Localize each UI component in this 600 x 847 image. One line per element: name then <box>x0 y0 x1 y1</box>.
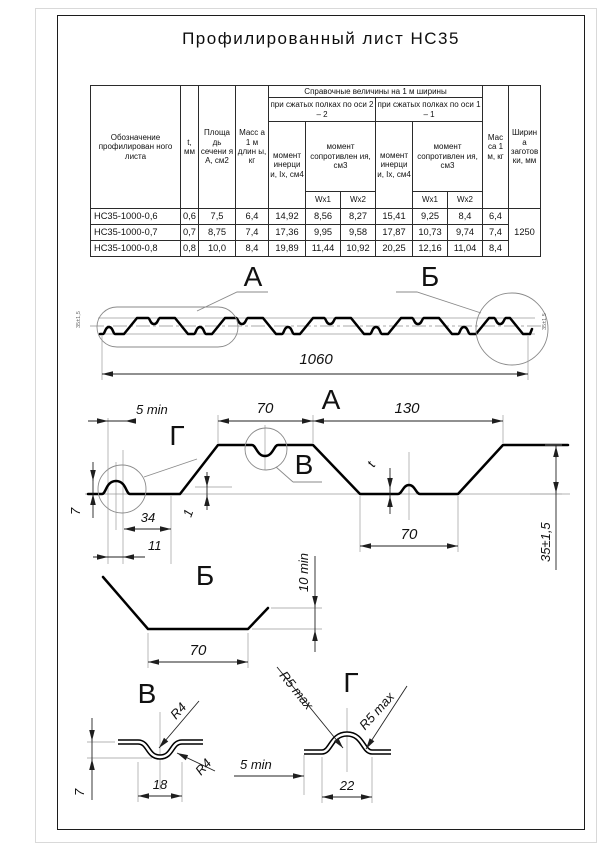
cell: 0,7 <box>181 225 199 241</box>
col-designation: Обозначение профилирован ного листа <box>91 86 181 209</box>
cell: 0,6 <box>181 209 199 225</box>
cell: 10,0 <box>199 241 236 257</box>
detail-g-lip-dim: 5 min <box>240 757 272 772</box>
cell: 8,75 <box>199 225 236 241</box>
callout-b-label: Б <box>420 261 440 292</box>
cell: 6,4 <box>236 209 269 225</box>
cell: 7,4 <box>236 225 269 241</box>
cell: 17,87 <box>376 225 413 241</box>
table-row <box>91 225 541 241</box>
radius-r4-top: R4 <box>167 699 190 723</box>
bottom-flange-dim: 70 <box>400 526 418 543</box>
cell: 20,25 <box>376 241 413 257</box>
tiny-height-dim-right: 35±1,5 <box>542 313 548 330</box>
cell: 8,4 <box>236 241 269 257</box>
tiny-height-dim-left: 35±1,5 <box>76 311 82 328</box>
callout-a-label: А <box>243 261 263 292</box>
cell: 11,44 <box>306 241 341 257</box>
detail-b-edge-dim: 10 min <box>296 552 311 592</box>
radius-r4-bottom: R4 <box>192 755 215 779</box>
dim-11: 11 <box>148 538 162 553</box>
col-resist-1-1: момент сопротивлен ия, см3 <box>413 122 483 192</box>
height-dim: 35±1,5 <box>538 522 553 562</box>
dim-34: 34 <box>140 510 156 525</box>
groove-width-dim: 18 <box>152 777 168 792</box>
cell: 8,4 <box>483 241 509 257</box>
table-row <box>91 241 541 257</box>
header-ref-values: Справочные величины на 1 м ширины <box>269 86 483 98</box>
cell: 10,92 <box>341 241 376 257</box>
groove-depth-dim: 7 <box>72 788 87 796</box>
cell: 11,04 <box>448 241 483 257</box>
dim-1: 1 <box>179 507 197 520</box>
cell: 9,25 <box>413 209 448 225</box>
col-mass: Масс а 1 м длин ы, кг <box>236 86 269 209</box>
cell: 10,73 <box>413 225 448 241</box>
col-inertia-1-1: момент инерци и, Ix, см4 <box>376 122 413 209</box>
detail-b-title: Б <box>195 560 215 591</box>
col-blank-width: Ширина заготов ки, мм <box>509 86 541 209</box>
col-area: Площа дь сечени я А, см2 <box>199 86 236 209</box>
pitch-dim: 130 <box>394 400 420 417</box>
cell: 8,27 <box>341 209 376 225</box>
cell: 8,56 <box>306 209 341 225</box>
callout-v-label: В <box>294 449 314 480</box>
cell: 0,8 <box>181 241 199 257</box>
cell: НС35-1000-0,6 <box>91 209 181 225</box>
col-inertia-2-2: момент инерци и, Ix, см4 <box>269 122 306 209</box>
cell: 9,74 <box>448 225 483 241</box>
col-wx2-a: Wx2 <box>341 192 376 209</box>
col-wx2-b: Wx2 <box>448 192 483 209</box>
col-wx1-a: Wx1 <box>306 192 341 209</box>
header-axis-2-2: при сжатых полках по оси 2 – 2 <box>269 98 376 122</box>
detail-b-width-dim: 70 <box>189 642 207 659</box>
cell: 17,36 <box>269 225 306 241</box>
cell: 7,5 <box>199 209 236 225</box>
col-mass2: Мас са 1 м, кг <box>483 86 509 209</box>
page-title: Профилированный лист НС35 <box>182 29 460 48</box>
radius-r5-right: R5 max <box>356 689 398 733</box>
cell: 6,4 <box>483 209 509 225</box>
header-axis-1-1: при сжатых полках по оси 1 – 1 <box>376 98 483 122</box>
callout-g-label: Г <box>169 420 185 451</box>
top-flange-dim: 70 <box>256 400 274 417</box>
col-resist-2-2: момент сопротивлен ия, см3 <box>306 122 376 192</box>
cell: 8,4 <box>448 209 483 225</box>
cell: НС35-1000-0,7 <box>91 225 181 241</box>
cell: 19,89 <box>269 241 306 257</box>
cell-blank-width: 1250 <box>509 209 541 257</box>
section-a-title: А <box>321 384 341 415</box>
cell: 14,92 <box>269 209 306 225</box>
thickness-dim: t <box>363 458 379 470</box>
table-row <box>91 209 541 225</box>
overall-width-dim: 1060 <box>299 351 333 368</box>
detail-g-title: Г <box>343 667 359 698</box>
cell: 12,16 <box>413 241 448 257</box>
cell: 7,4 <box>483 225 509 241</box>
radius-r5-left: R5 max <box>276 668 317 713</box>
lip-dim: 5 min <box>136 402 168 417</box>
col-wx1-b: Wx1 <box>413 192 448 209</box>
cell: НС35-1000-0,8 <box>91 241 181 257</box>
cell: 9,95 <box>306 225 341 241</box>
bump-height-dim: 7 <box>68 507 83 515</box>
spec-table <box>90 85 541 257</box>
cell: 15,41 <box>376 209 413 225</box>
bump-width-dim: 22 <box>339 778 355 793</box>
detail-v-title: В <box>137 678 157 709</box>
col-thickness: t, мм <box>181 86 199 209</box>
cell: 9,58 <box>341 225 376 241</box>
